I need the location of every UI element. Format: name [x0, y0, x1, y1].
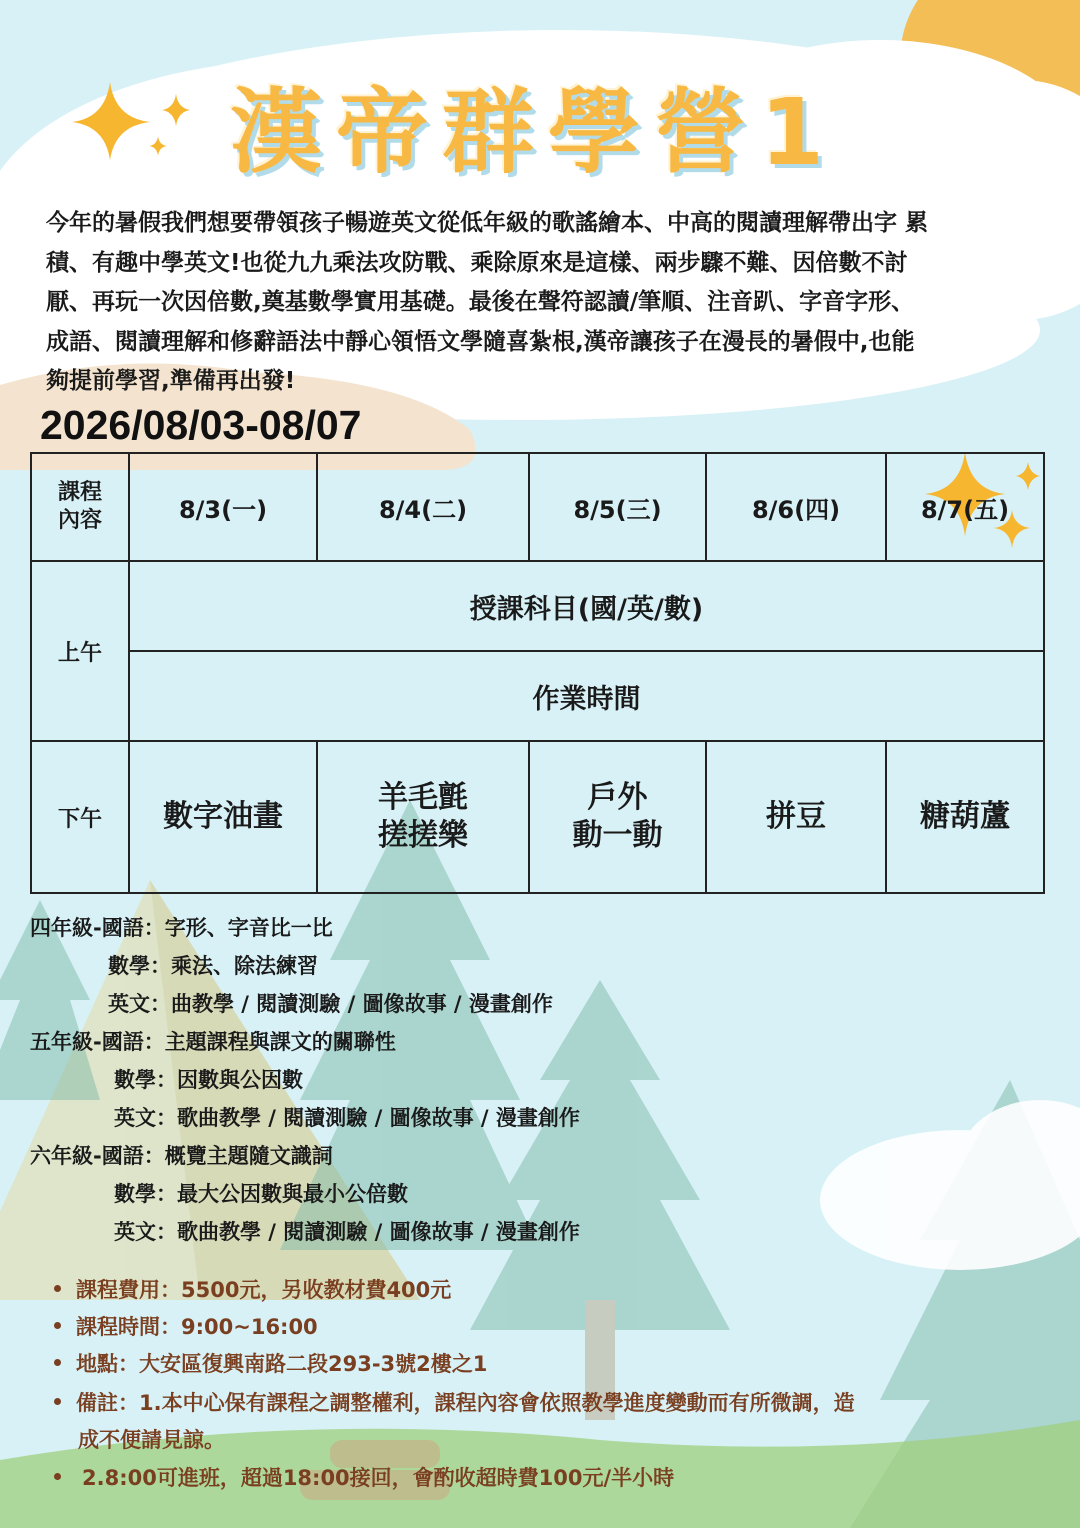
note-pickup: 2.8:00可進班，超過18:00接回，會酌收超時費100元/半小時 — [82, 1466, 675, 1490]
grade-line: 數學：乘法、除法練習 — [108, 954, 318, 978]
intro-line: 成語、閱讀理解和修辭語法中靜心領悟文學隨喜紮根,漢帝讓孩子在漫長的暑假中,也能 — [46, 328, 915, 355]
header-label-line: 內容 — [57, 508, 102, 533]
homework-time-cell: 作業時間 — [129, 651, 1044, 741]
morning-row-homework — [31, 651, 1044, 741]
day-header: 8/7(五) — [886, 453, 1044, 561]
activity-cell — [317, 741, 529, 893]
grade-line: 四年級-國語：字形、字音比一比 — [30, 916, 333, 940]
date-range: 2026/08/03-08/07 — [40, 402, 362, 448]
note-time: 課程時間：9:00~16:00 — [76, 1315, 318, 1339]
activity-cell — [886, 741, 1044, 893]
activity-cell — [706, 741, 886, 893]
schedule-table — [30, 452, 1045, 894]
table-header-row — [31, 453, 1044, 561]
bullet-icon — [54, 1398, 61, 1405]
bullet-icon — [54, 1359, 61, 1366]
intro-line: 積、有趣中學英文!也從九九乘法攻防戰、乘除原來是這樣、兩步驟不難、因倍數不討 — [46, 249, 908, 276]
activity-cell — [129, 741, 317, 893]
bullet-icon — [54, 1473, 61, 1480]
grade-line: 五年級-國語：主題課程與課文的關聯性 — [30, 1030, 396, 1054]
bullet-icon — [54, 1322, 61, 1329]
activity-line: 戶外 — [587, 780, 648, 815]
morning-subjects-cell: 授課科目(國/英/數) — [129, 561, 1044, 651]
grade-line: 英文：曲教學 / 閱讀測驗 / 圖像故事 / 漫畫創作 — [108, 992, 553, 1016]
lower-cloud — [820, 1100, 1080, 1270]
afternoon-label: 下午 — [31, 741, 129, 893]
activity-cell — [529, 741, 706, 893]
activity-line: 動一動 — [572, 818, 663, 853]
afternoon-row — [31, 741, 1044, 893]
grade-line: 六年級-國語：概覽主題隨文識詞 — [30, 1144, 333, 1168]
morning-row-subjects — [31, 561, 1044, 651]
day-header: 8/5(三) — [529, 453, 706, 561]
note-remark-cont: 成不便請見諒。 — [78, 1428, 225, 1452]
grade-line: 英文：歌曲教學 / 閱讀測驗 / 圖像故事 / 漫畫創作 — [114, 1220, 580, 1244]
grade-line: 數學：因數與公因數 — [114, 1068, 303, 1092]
grade-line: 數學：最大公因數與最小公倍數 — [114, 1182, 408, 1206]
activity-line: 拼豆 — [766, 799, 826, 834]
day-header: 8/3(一) — [129, 453, 317, 561]
header-label-cell — [31, 453, 129, 561]
day-header: 8/4(二) — [317, 453, 529, 561]
day-header: 8/6(四) — [706, 453, 886, 561]
note-remark: 備註：1.本中心保有課程之調整權利，課程內容會依照教學進度變動而有所微調，造 — [76, 1391, 855, 1415]
note-location: 地點：大安區復興南路二段293-3號2樓之1 — [76, 1352, 488, 1376]
page-title: 漢帝群學營1 — [230, 79, 839, 186]
intro-line: 夠提前學習,準備再出發! — [46, 368, 296, 394]
intro-line: 今年的暑假我們想要帶領孩子暢遊英文從低年級的歌謠繪本、中高的閱讀理解帶出字 累 — [46, 210, 929, 236]
header-label-line: 課程 — [57, 480, 102, 505]
grade-line: 英文：歌曲教學 / 閱讀測驗 / 圖像故事 / 漫畫創作 — [114, 1106, 580, 1130]
activity-line: 羊毛氈 — [378, 780, 468, 815]
activity-line: 數字油畫 — [163, 799, 283, 834]
morning-label: 上午 — [31, 561, 129, 741]
activity-line: 糖葫蘆 — [920, 799, 1010, 834]
activity-line: 搓搓樂 — [378, 818, 468, 853]
note-fee: 課程費用：5500元，另收教材費400元 — [76, 1278, 452, 1302]
bullet-icon — [54, 1285, 61, 1292]
intro-paragraph — [46, 204, 1021, 402]
intro-line: 厭、再玩一次因倍數,奠基數學實用基礎。最後在聲符認讀/筆順、注音趴、字音字形、 — [46, 289, 915, 315]
